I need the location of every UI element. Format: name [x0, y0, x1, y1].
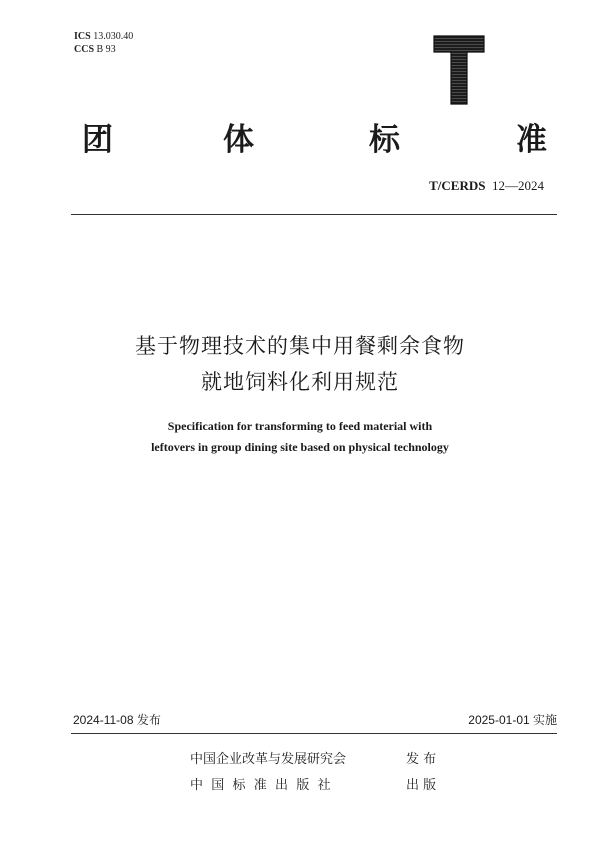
standard-type-char: 体: [223, 122, 254, 158]
standard-type-char: 团: [82, 122, 113, 158]
chinese-title: [0, 328, 600, 400]
standard-type-heading: [0, 118, 600, 162]
publisher-org: 中 国 标 准 出 版 社: [190, 778, 331, 793]
ccs-label: CCS: [74, 44, 95, 55]
standard-type-char: 标: [369, 122, 400, 158]
standard-number-value: 12—2024: [492, 178, 544, 193]
english-title-line-2: leftovers in group dining site based on physical technology: [151, 440, 449, 454]
publisher-row: [0, 748, 600, 772]
ics-row: [74, 30, 133, 43]
issue-date: 2024-11-08 发布: [73, 713, 161, 727]
ccs-row: [74, 43, 133, 56]
english-title: [0, 416, 600, 458]
ics-code: 13.030.40: [93, 31, 134, 42]
publisher-action: 出 版: [406, 778, 437, 793]
standard-number-prefix: T/CERDS: [429, 178, 486, 193]
publisher-row: [0, 774, 600, 798]
standard-type-char: 准: [516, 122, 547, 158]
ccs-code: B 93: [96, 44, 116, 55]
header-divider: [71, 214, 557, 215]
footer-divider: [71, 733, 557, 734]
standard-number: [429, 178, 544, 194]
implementation-date: 2025-01-01 实施: [468, 713, 557, 727]
publisher-action: 发 布: [406, 752, 437, 767]
publisher-org: 中国企业改革与发展研究会: [190, 752, 347, 767]
group-standard-t-logo: [432, 34, 486, 106]
english-title-line-1: Specification for transforming to feed material with: [167, 419, 433, 433]
chinese-title-line-1: 基于物理技术的集中用餐剩余食物: [135, 334, 465, 358]
chinese-title-line-2: 就地饲料化利用规范: [201, 370, 399, 394]
ics-label: ICS: [74, 31, 91, 42]
classification-codes: [74, 30, 133, 56]
